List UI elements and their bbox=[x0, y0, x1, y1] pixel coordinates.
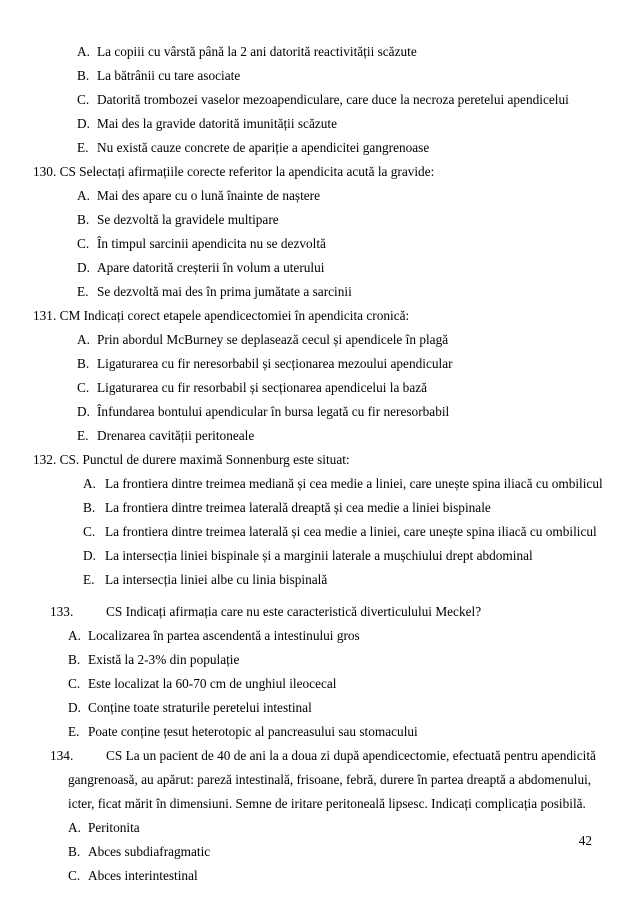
option-letter: C. bbox=[68, 868, 81, 883]
option-letter: A. bbox=[77, 44, 90, 59]
option-letter: B. bbox=[68, 844, 81, 859]
option-letter: D. bbox=[77, 404, 90, 419]
option-letter: B. bbox=[77, 212, 90, 227]
option-letter: D. bbox=[68, 700, 81, 715]
question-134-line-3: icter, ficat mărit în dimensiuni. Semne de iritare peritoneală lipsesc. Indicați complicația posibilă. bbox=[68, 796, 586, 811]
question-number: 134. bbox=[50, 748, 74, 763]
option-letter: A. bbox=[68, 628, 81, 643]
option-letter: B. bbox=[77, 68, 90, 83]
option-letter: E. bbox=[77, 140, 89, 155]
option-134-c bbox=[68, 868, 198, 884]
option-text: Conține toate straturile peretelui intestinal bbox=[88, 700, 312, 715]
option-letter: E. bbox=[77, 284, 89, 299]
option-133-a bbox=[68, 628, 360, 644]
option-130-b bbox=[77, 212, 279, 228]
question-134-line-2: gangrenoasă, au apărut: pareză intestinală, frisoane, febră, durere în partea dreaptă a abdomenului, bbox=[68, 772, 592, 787]
option-letter: C. bbox=[77, 380, 90, 395]
option-letter: C. bbox=[77, 92, 90, 107]
option-131-b bbox=[77, 356, 453, 372]
option-text: Localizarea în partea ascendentă a intestinului gros bbox=[88, 628, 360, 643]
option-131-c bbox=[77, 380, 427, 396]
option-letter: D. bbox=[77, 260, 90, 275]
option-letter: E. bbox=[77, 428, 89, 443]
option-text: La frontiera dintre treimea mediană și cea medie a liniei, care unește spina iliacă cu ombilicul bbox=[105, 476, 603, 491]
option-text: Apare datorită creșterii în volum a uterului bbox=[97, 260, 325, 275]
option-letter: A. bbox=[77, 332, 90, 347]
option-131-a bbox=[77, 332, 448, 348]
option-130-e bbox=[77, 284, 352, 300]
option-letter: B. bbox=[77, 356, 90, 371]
question-133 bbox=[50, 604, 481, 620]
option-text: Este localizat la 60-70 cm de unghiul ileocecal bbox=[88, 676, 337, 691]
option-text: Înfundarea bontului apendicular în bursa legată cu fir neresorbabil bbox=[97, 404, 450, 419]
option-130-d bbox=[77, 260, 324, 276]
question-132: 132. CS. Punctul de durere maximă Sonnenburg este situat: bbox=[33, 452, 350, 467]
option-text: Drenarea cavității peritoneale bbox=[97, 428, 255, 443]
option-132-d bbox=[83, 548, 533, 564]
option-text: Peritonita bbox=[88, 820, 140, 835]
page-number: 42 bbox=[578, 833, 592, 848]
option-text: Abces subdiafragmatic bbox=[88, 844, 211, 859]
option-letter: A. bbox=[68, 820, 81, 835]
option-133-c bbox=[68, 676, 336, 692]
option-132-b bbox=[83, 500, 491, 516]
option-letter: D. bbox=[77, 116, 90, 131]
option-text: Nu există cauze concrete de apariție a apendicitei gangrenoase bbox=[97, 140, 430, 155]
option-132-e bbox=[83, 572, 327, 588]
question-130: 130. CS Selectați afirmațiile corecte referitor la apendicita acută la gravide: bbox=[33, 164, 435, 179]
option-129-e bbox=[77, 140, 429, 156]
question-text: CS Indicați afirmația care nu este caracteristică diverticulului Meckel? bbox=[106, 604, 482, 619]
option-text: Mai des apare cu o lună înainte de naștere bbox=[97, 188, 320, 203]
option-133-e bbox=[68, 724, 418, 740]
option-text: Ligaturarea cu fir neresorbabil și secționarea mezoului apendicular bbox=[97, 356, 453, 371]
option-text: La frontiera dintre treimea laterală dreaptă și cea medie a liniei bispinale bbox=[105, 500, 491, 515]
option-133-d bbox=[68, 700, 312, 716]
option-text: La copiii cu vârstă până la 2 ani datorită reactivității scăzute bbox=[97, 44, 417, 59]
option-letter: B. bbox=[68, 652, 81, 667]
option-text: Se dezvoltă mai des în prima jumătate a sarcinii bbox=[97, 284, 352, 299]
option-letter: C. bbox=[83, 524, 96, 539]
option-text: Abces interintestinal bbox=[88, 868, 198, 883]
option-134-b bbox=[68, 844, 210, 860]
option-letter: A. bbox=[83, 476, 96, 491]
option-text: Se dezvoltă la gravidele multipare bbox=[97, 212, 279, 227]
option-text: La intersecția liniei albe cu linia bispinală bbox=[105, 572, 328, 587]
option-letter: E. bbox=[68, 724, 80, 739]
option-133-b bbox=[68, 652, 239, 668]
option-text: La intersecția liniei bispinale și a marginii laterale a mușchiului drept abdominal bbox=[105, 548, 533, 563]
option-text: În timpul sarcinii apendicita nu se dezvoltă bbox=[97, 236, 326, 251]
option-129-c bbox=[77, 92, 569, 108]
question-134 bbox=[50, 748, 596, 764]
option-130-c bbox=[77, 236, 326, 252]
option-129-d bbox=[77, 116, 337, 132]
option-129-b bbox=[77, 68, 240, 84]
option-letter: E. bbox=[83, 572, 95, 587]
option-text: Mai des la gravide datorită imunității scăzute bbox=[97, 116, 337, 131]
option-132-c bbox=[83, 524, 597, 540]
option-letter: C. bbox=[68, 676, 81, 691]
option-letter: A. bbox=[77, 188, 90, 203]
option-text: Există la 2-3% din populație bbox=[88, 652, 240, 667]
option-134-a bbox=[68, 820, 140, 836]
option-text: La bătrânii cu tare asociate bbox=[97, 68, 241, 83]
option-letter: D. bbox=[83, 548, 96, 563]
option-letter: B. bbox=[83, 500, 96, 515]
option-text: Ligaturarea cu fir resorbabil și secționarea apendicelui la bază bbox=[97, 380, 428, 395]
option-text: Prin abordul McBurney se deplasează cecul și apendicele în plagă bbox=[97, 332, 449, 347]
option-letter: C. bbox=[77, 236, 90, 251]
option-129-a bbox=[77, 44, 417, 60]
option-131-d bbox=[77, 404, 449, 420]
option-131-e bbox=[77, 428, 254, 444]
question-number: 133. bbox=[50, 604, 74, 619]
option-text: La frontiera dintre treimea laterală și cea medie a liniei, care unește spina iliacă cu ombilicul bbox=[105, 524, 597, 539]
question-text-line-1: CS La un pacient de 40 de ani la a doua zi după apendicectomie, efectuată pentru apendicită bbox=[106, 748, 596, 763]
option-text: Poate conține țesut heterotopic al pancreasului sau stomacului bbox=[88, 724, 418, 739]
option-132-a bbox=[83, 476, 603, 492]
option-text: Datorită trombozei vaselor mezoapendiculare, care duce la necroza peretelui apendicelui bbox=[97, 92, 569, 107]
question-131: 131. CM Indicați corect etapele apendicectomiei în apendicita cronică: bbox=[33, 308, 410, 323]
option-130-a bbox=[77, 188, 320, 204]
